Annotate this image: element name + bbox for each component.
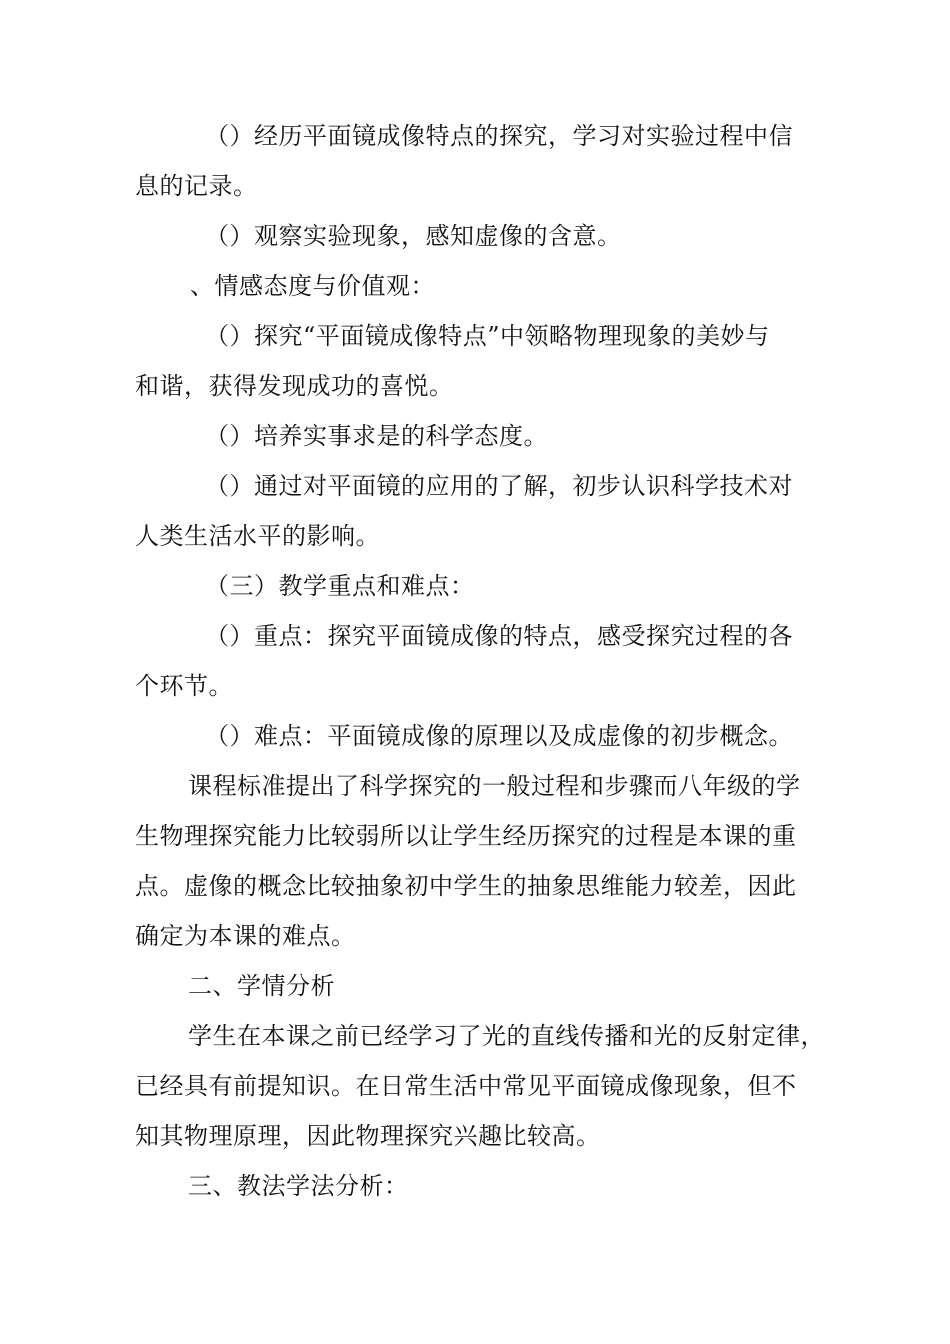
section-heading: （三）教学重点和难点： [205,572,475,600]
section-heading: 三、教法学法分析： [188,1172,409,1200]
paragraph-line: 学生在本课之前已经学习了光的直线传播和光的反射定律， [188,1022,825,1050]
text-line: （）探究“平面镜成像特点”中领略物理现象的美妙与 [205,322,770,350]
text-line: 人类生活水平的影响。 [135,522,380,550]
text-line: 息的记录。 [135,172,258,200]
text-line: （）重点：探究平面镜成像的特点，感受探究过程的各 [205,622,793,650]
section-heading: 、情感态度与价值观： [190,272,435,300]
text-line: （）通过对平面镜的应用的了解，初步认识科学技术对 [205,472,793,500]
paragraph-line: 知其物理原理，因此物理探究兴趣比较高。 [135,1122,601,1150]
paragraph-line: 已经具有前提知识。在日常生活中常见平面镜成像现象，但不 [135,1072,797,1100]
text-line: （）经历平面镜成像特点的探究，学习对实验过程中信 [205,122,793,150]
text-line: 个环节。 [135,672,233,700]
paragraph-line: 点。虚像的概念比较抽象初中学生的抽象思维能力较差，因此 [135,872,797,900]
paragraph-line: 生物理探究能力比较弱所以让学生经历探究的过程是本课的重 [135,822,797,850]
paragraph-line: 课程标准提出了科学探究的一般过程和步骤而八年级的学 [188,772,801,800]
text-line: （）难点：平面镜成像的原理以及成虚像的初步概念。 [205,722,793,750]
section-heading: 二、学情分析 [188,972,335,1000]
text-line: （）观察实验现象，感知虚像的含意。 [205,222,622,250]
text-line: （）培养实事求是的科学态度。 [205,422,548,450]
text-line: 和谐，获得发现成功的喜悦。 [135,372,454,400]
paragraph-line: 确定为本课的难点。 [135,922,356,950]
